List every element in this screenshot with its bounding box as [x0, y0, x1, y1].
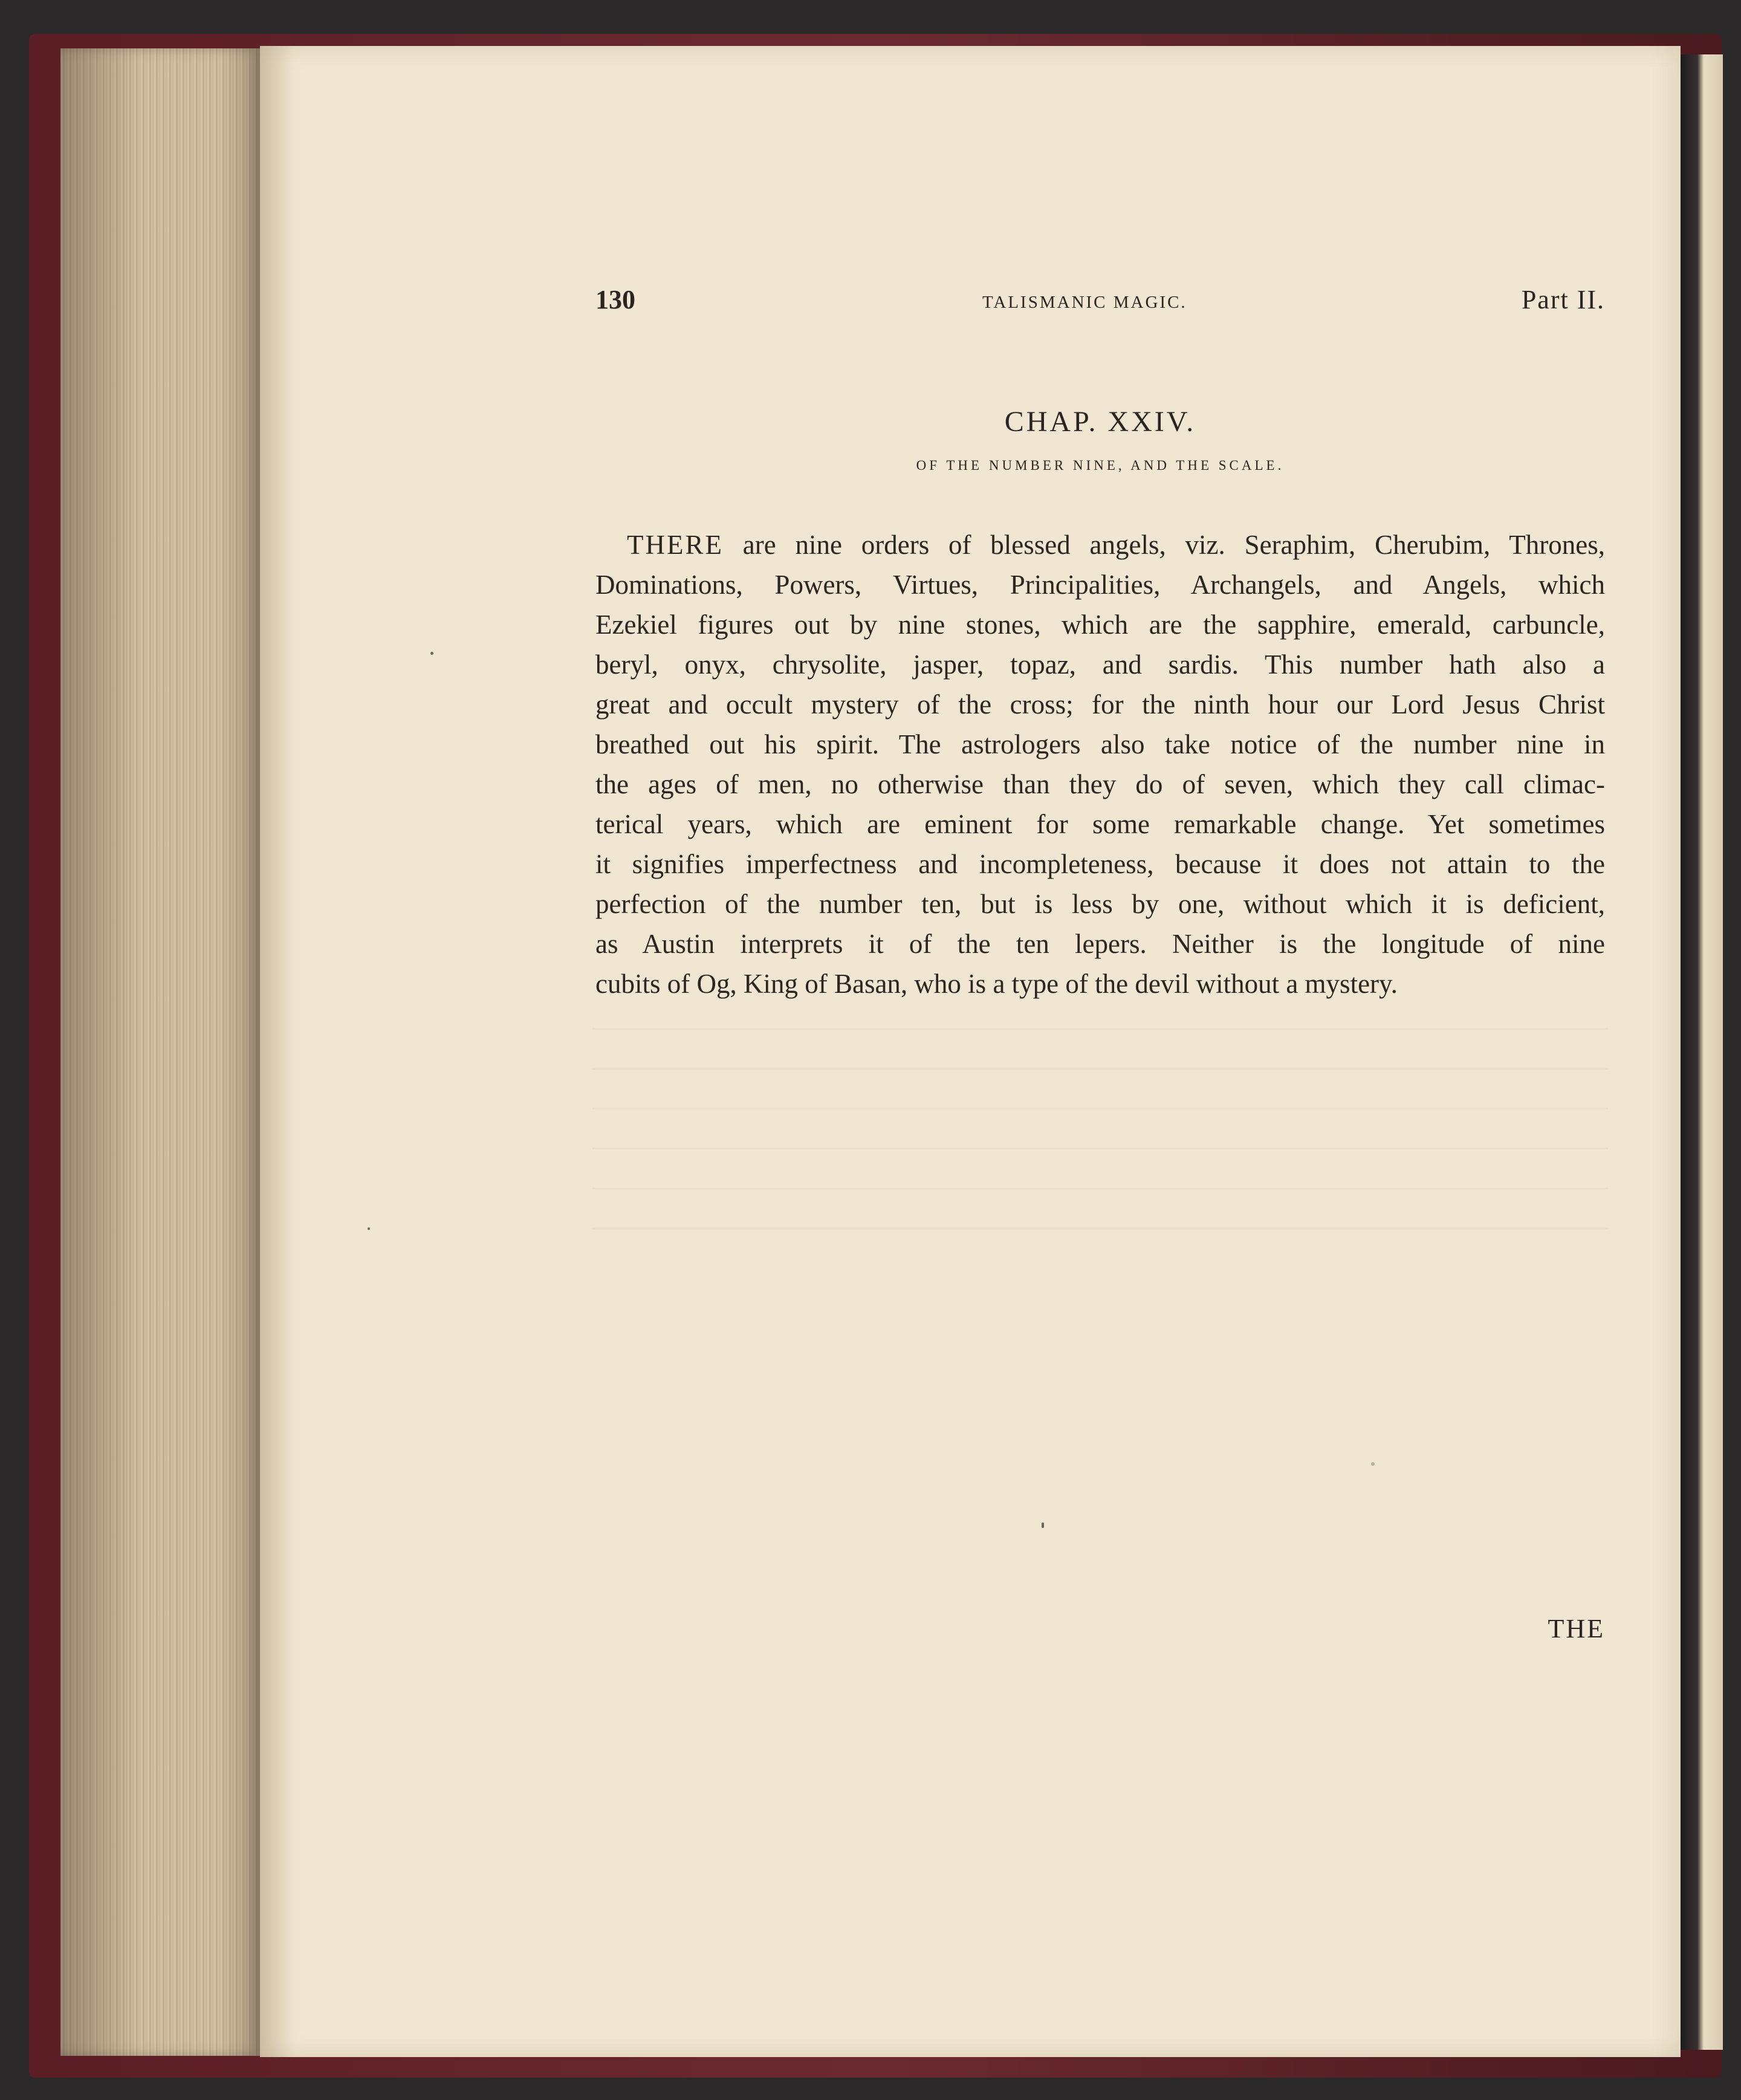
body-line	[595, 525, 1605, 565]
chapter-title: CHAP. XXIV.	[1004, 406, 1196, 438]
show-through-shadow	[592, 1028, 1608, 1258]
body-line-text: are nine orders of blessed angels, viz. Seraphim, Cherubim, Thrones,	[723, 530, 1605, 560]
paper-speck	[1371, 1462, 1375, 1466]
body-line: cubits of Og, King of Basan, who is a type of the devil without a mystery.	[595, 969, 1398, 999]
body-line: great and occult mystery of the cross; for the ninth hour our Lord Jesus Christ	[595, 689, 1605, 720]
body-line: Ezekiel figures out by nine stones, which are the sapphire, emerald, carbuncle,	[595, 610, 1605, 640]
page-edges	[60, 48, 260, 2056]
page-number: 130	[595, 285, 635, 314]
page-gutter	[260, 46, 294, 2057]
body-line: it signifies imperfectness and incompleteness, because it does not attain to the	[595, 849, 1605, 879]
right-page-edge	[1681, 54, 1723, 2050]
body-line: beryl, onyx, chrysolite, jasper, topaz, and sardis. This number hath also a	[595, 649, 1605, 680]
paper-speck	[368, 1227, 370, 1230]
body-line: Dominations, Powers, Virtues, Principalities, Archangels, and Angels, which	[595, 570, 1605, 600]
chapter-subtitle: OF THE NUMBER NINE, AND THE SCALE.	[916, 458, 1285, 473]
body-line: the ages of men, no otherwise than they do of seven, which they call climac-	[595, 769, 1605, 799]
body-line: as Austin interprets it of the ten lepers. Neither is the longitude of nine	[595, 929, 1605, 959]
lead-word: THERE	[627, 530, 724, 560]
body-line: perfection of the number ten, but is less by one, without which it is deficient,	[595, 889, 1605, 919]
catchword: THE	[1548, 1614, 1605, 1643]
paper-speck	[1042, 1523, 1044, 1528]
body-line: terical years, which are eminent for some remarkable change. Yet sometimes	[595, 809, 1605, 839]
part-label: Part II.	[1521, 285, 1605, 314]
running-title: TALISMANIC MAGIC.	[982, 293, 1187, 312]
paper-speck	[430, 652, 433, 655]
body-line: breathed out his spirit. The astrologers also take notice of the number nine in	[595, 729, 1605, 759]
body-paragraph	[595, 525, 1605, 1004]
running-header	[595, 284, 1605, 327]
